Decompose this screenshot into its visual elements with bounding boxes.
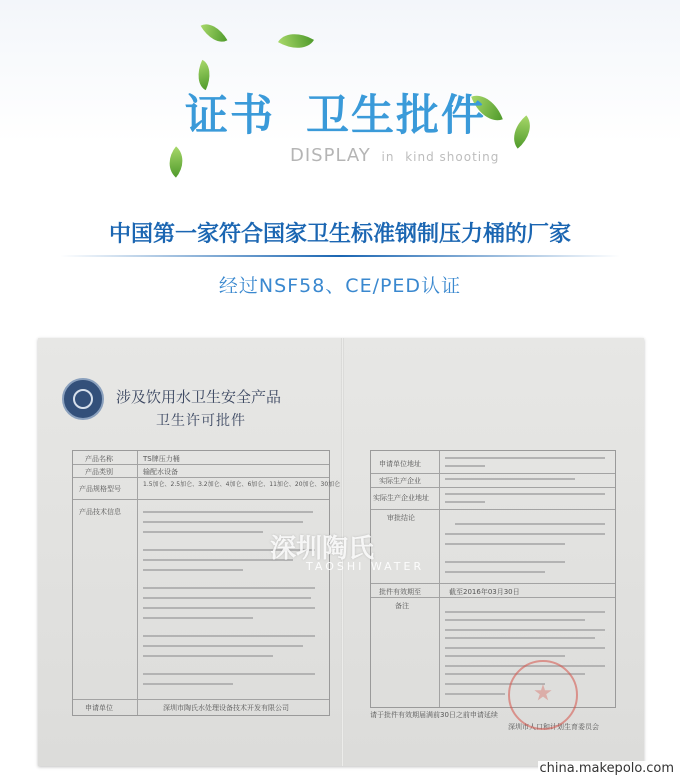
label-conclusion: 审批结论 [387,514,415,522]
value-spec: 1.5加仑、2.5加仑、3.2加仑、4加仑、6加仑、11加仑、20加仑、30加仑 [143,481,341,488]
label-product-name: 产品名称 [85,455,113,463]
page-title [185,82,486,143]
value-validity: 截至2016年03月30日 [449,588,520,596]
certificate-heading: 涉及饮用水卫生安全产品 [116,388,282,406]
label-validity: 批件有效期至 [379,588,421,596]
official-seal-icon [508,660,578,730]
value-product-name: TS牌压力桶 [143,455,180,463]
site-footer: china.makepolo.com [539,761,674,776]
label-spec: 产品规格型号 [79,485,121,493]
display-in: in [381,150,395,164]
certificate-footer-note: 请于批件有效期届满前30日之前申请延续 [370,711,498,719]
certificate-photo [38,338,644,766]
label-manufacturer-address: 实际生产企业地址 [373,494,429,502]
title-main: 卫生批件 [305,91,486,141]
value-product-category: 输配水设备 [143,468,178,476]
display-caption [290,145,499,166]
label-applicant: 申请单位 [85,704,113,712]
label-manufacturer: 实际生产企业 [379,477,421,485]
headline: 中国第一家符合国家卫生标准钢制压力桶的厂家 [108,222,571,247]
display-big: DISPLAY [290,145,371,166]
label-remarks: 备注 [395,602,409,610]
emblem-icon [62,378,104,420]
left-table [72,450,341,716]
watermark-en: TAOSHI WATER [306,560,425,573]
certificate-issuer: 深圳市人口和计划生育委员会 [508,723,599,731]
watermark-cn: 深圳陶氏 [270,534,375,564]
right-table [370,450,616,708]
title-cert: 证书 [185,91,275,141]
divider [60,255,620,257]
label-tech-info: 产品技术信息 [79,508,121,516]
label-product-category: 产品类别 [85,468,113,476]
display-small: kind shooting [405,150,500,164]
label-applicant-address: 申请单位地址 [379,460,421,468]
subheadline: 经过NSF58、CE/PED认证 [218,275,462,297]
value-applicant: 深圳市陶氏水处理设备技术开发有限公司 [163,704,289,712]
certificate-subheading: 卫生许可批件 [156,413,246,429]
